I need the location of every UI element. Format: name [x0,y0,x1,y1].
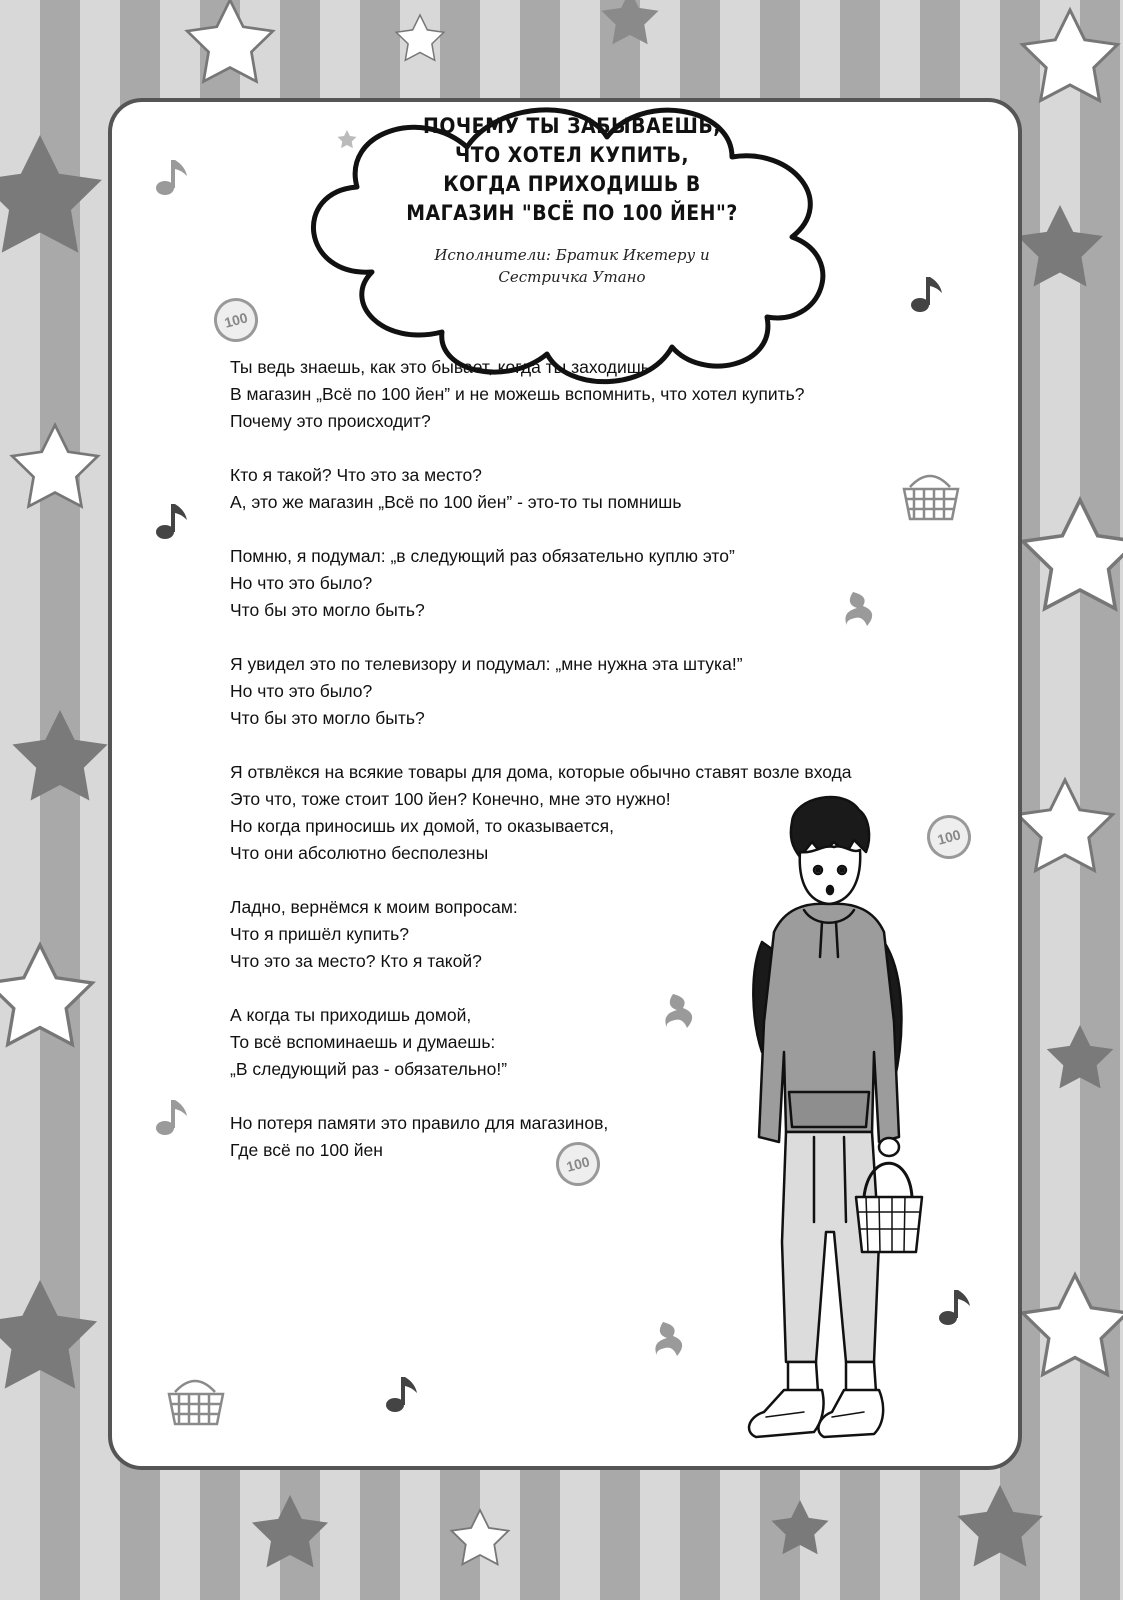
lyric-line: В магазин „Всё по 100 йен” и не можешь вспомнить, что хотел купить? [230,384,805,404]
star-icon [0,135,102,253]
star-icon [771,1500,828,1554]
content-panel [108,98,1022,1470]
star-icon [1017,780,1112,871]
star-icon [1022,10,1117,101]
lyric-line: Ты ведь знаешь, как это бывает, когда ты заходишь [230,357,650,377]
lyric-line: Кто я такой? Что это за место? [230,465,482,485]
lyric-line: А когда ты приходишь домой, [230,1005,472,1025]
lyric-line: „В следующий раз - обязательно!” [230,1059,508,1079]
lyric-line: Почему это происходит? [230,411,431,431]
star-icon [0,1280,97,1389]
coin-label: 100 [222,309,250,331]
music-note-icon [156,1100,187,1135]
lyric-line: Но когда приносишь их домой, то оказывается, [230,816,614,836]
stanza [230,543,990,624]
star-icon [1047,1025,1114,1088]
lyric-line: Что бы это могло быть? [230,600,425,620]
lyric-line: Что бы это могло быть? [230,708,425,728]
lyric-line: То всё вспоминаешь и думаешь: [230,1032,496,1052]
music-note-icon [386,1377,417,1412]
lyric-line: Но что это было? [230,573,373,593]
stanza [230,462,990,516]
star-icon [601,0,658,44]
credit-line: Исполнители: Братик Икетеру и [434,246,710,264]
coin-label: 100 [935,826,963,848]
shopping-basket-icon [169,1381,223,1424]
title-line: ПОЧЕМУ ТЫ ЗАБЫВАЕШЬ, [423,114,721,138]
lyric-line: Что они абсолютно бесполезны [230,843,489,863]
lyric-line: Что это за место? Кто я такой? [230,951,482,971]
coin-label: 100 [564,1153,592,1175]
stanza [230,354,990,435]
lyric-line: Что я пришёл купить? [230,924,409,944]
music-note-icon [156,160,187,195]
title-line: КОГДА ПРИХОДИШЬ В [443,172,701,196]
star-icon [187,0,273,81]
performers-credit [362,244,782,288]
music-note-icon [939,1290,970,1325]
music-note-icon [655,1322,682,1356]
lyric-line: Но потеря памяти это правило для магазинов, [230,1113,609,1133]
star-icon [451,1510,508,1564]
star-icon [1023,500,1123,609]
star-icon [0,945,92,1045]
star-icon [12,425,98,506]
star-icon [12,710,107,801]
star-icon [1017,205,1103,286]
star-icon [252,1495,328,1567]
lyric-line: А, это же магазин „Всё по 100 йен” - это-то ты помнишь [230,492,682,512]
credit-line: Сестричка Утано [498,268,646,286]
lyric-line: Но что это было? [230,681,373,701]
face [800,846,860,904]
star-icon [957,1485,1043,1566]
lyric-line: Ладно, вернёмся к моим вопросам: [230,897,518,917]
music-note-icon [911,277,942,312]
music-note-icon [156,504,187,539]
lyric-line: Я увидел это по телевизору и подумал: „мне нужна эта штука!” [230,654,743,674]
star-icon [1023,1275,1123,1375]
stanza [230,651,990,732]
lyric-line: Помню, я подумал: „в следующий раз обязательно куплю это” [230,546,735,566]
lyric-line: Где всё по 100 йен [230,1140,383,1160]
left-shoe [749,1390,824,1437]
star-icon [396,15,444,60]
boy-with-basket-illustration [734,792,924,1462]
title-line: ЧТО ХОТЕЛ КУПИТЬ, [454,143,690,167]
title-line: МАГАЗИН "ВСЁ ПО 100 ЙЕН"? [406,201,738,225]
lyric-line: Я отвлёкся на всякие товары для дома, которые обычно ставят возле входа [230,762,852,782]
lyric-line: Это что, тоже стоит 100 йен? Конечно, мне это нужно! [230,789,671,809]
song-title [362,112,782,228]
